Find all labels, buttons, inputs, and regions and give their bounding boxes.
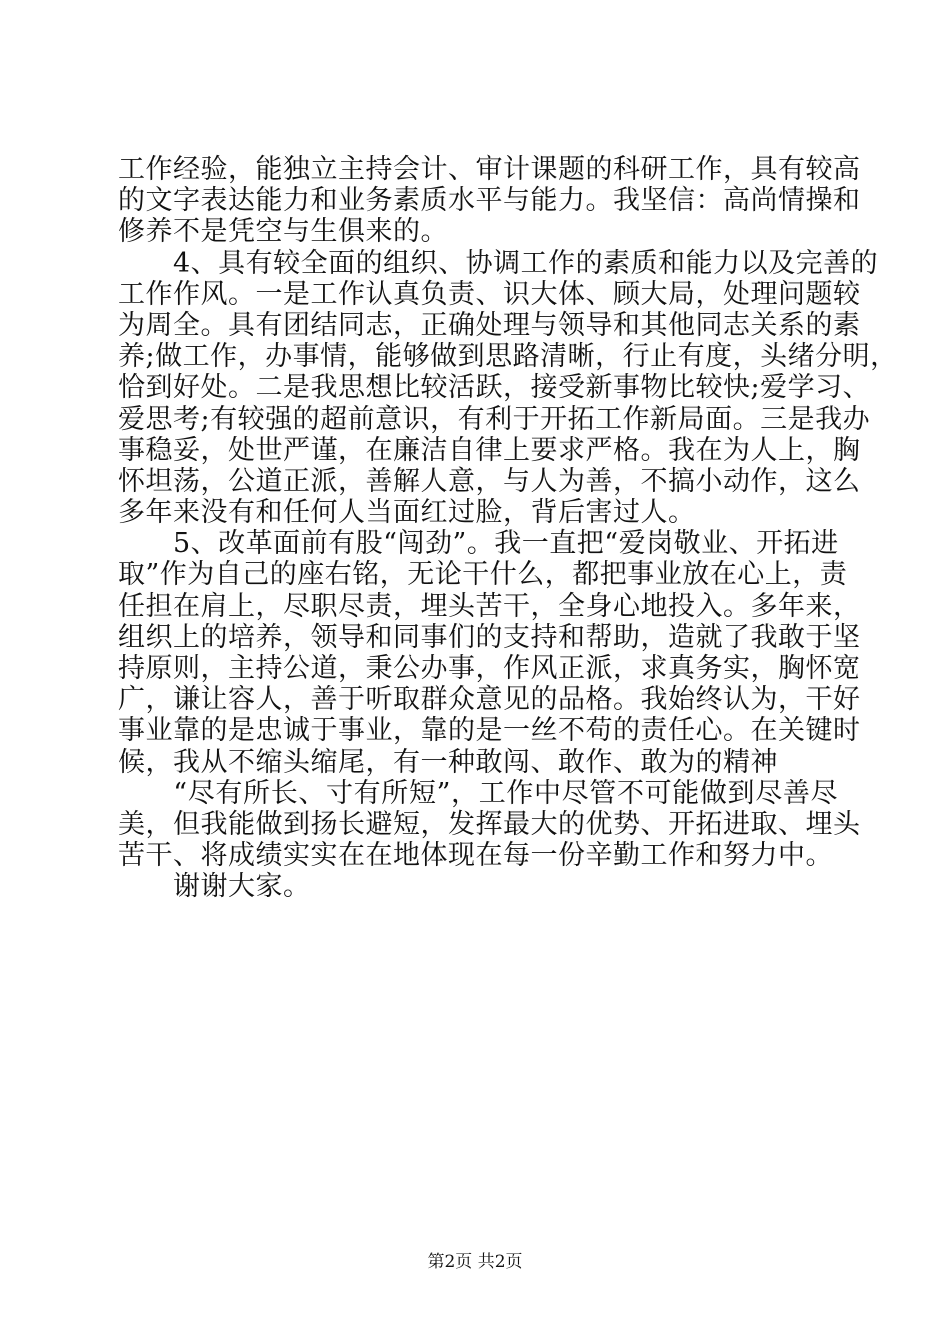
text-line: 任担在肩上，尽职尽责，埋头苦干，全身心地投入。多年来， (118, 590, 861, 622)
text-line: 4、具有较全面的组织、协调工作的素质和能力以及完善的 (118, 247, 879, 279)
text-line: 爱思考;有较强的超前意识，有利于开拓工作新局面。三是我办 (118, 403, 871, 435)
text-line: 事业靠的是忠诚于事业，靠的是一丝不苟的责任心。在关键时 (118, 715, 861, 747)
text-line: 修养不是凭空与生俱来的。 (118, 216, 448, 248)
text-line: 工作经验，能独立主持会计、审计课题的科研工作，具有较高 (118, 154, 861, 185)
document-body (118, 154, 898, 903)
text-line: 为周全。具有团结同志，正确处理与领导和其他同志关系的素 (118, 309, 861, 341)
text-line: 谢谢大家。 (118, 871, 311, 903)
text-line: 广，谦让容人，善于听取群众意见的品格。我始终认为，干好 (118, 684, 861, 716)
text-line: 候，我从不缩头缩尾，有一种敢闯、敢作、敢为的精神 (118, 746, 778, 778)
text-line: 苦干、将成绩实实在在地体现在每一份辛勤工作和努力中。 (118, 840, 833, 872)
text-line: 恰到好处。二是我思想比较活跃，接受新事物比较快;爱学习、 (118, 372, 871, 404)
text-line: 的文字表达能力和业务素质水平与能力。我坚信：高尚情操和 (118, 185, 861, 217)
text-line: 怀坦荡，公道正派，善解人意，与人为善，不搞小动作，这么 (118, 465, 861, 497)
text-line: 多年来没有和任何人当面红过脸，背后害过人。 (118, 497, 696, 529)
text-line: 美，但我能做到扬长避短，发挥最大的优势、开拓进取、埋头 (118, 808, 861, 840)
text-line: 养;做工作，办事情，能够做到思路清晰，行止有度，头绪分明， (118, 341, 898, 373)
page-footer: 第2页 共2页 (427, 1252, 523, 1272)
text-line: 组织上的培养，领导和同事们的支持和帮助，造就了我敢于坚 (118, 621, 861, 653)
text-line: 取”作为自己的座右铭，无论干什么，都把事业放在心上，责 (118, 559, 848, 591)
text-line: 持原则，主持公道，秉公办事，作风正派，求真务实，胸怀宽 (118, 653, 861, 684)
text-line: “尽有所长、寸有所短”，工作中尽管不可能做到尽善尽 (118, 777, 838, 809)
text-line: 工作作风。一是工作认真负责、识大体、顾大局，处理问题较 (118, 278, 861, 310)
text-line: 事稳妥，处世严谨，在廉洁自律上要求严格。我在为人上，胸 (118, 434, 861, 466)
text-line: 5、改革面前有股“闯劲”。我一直把“爱岗敬业、开拓进 (118, 528, 839, 560)
